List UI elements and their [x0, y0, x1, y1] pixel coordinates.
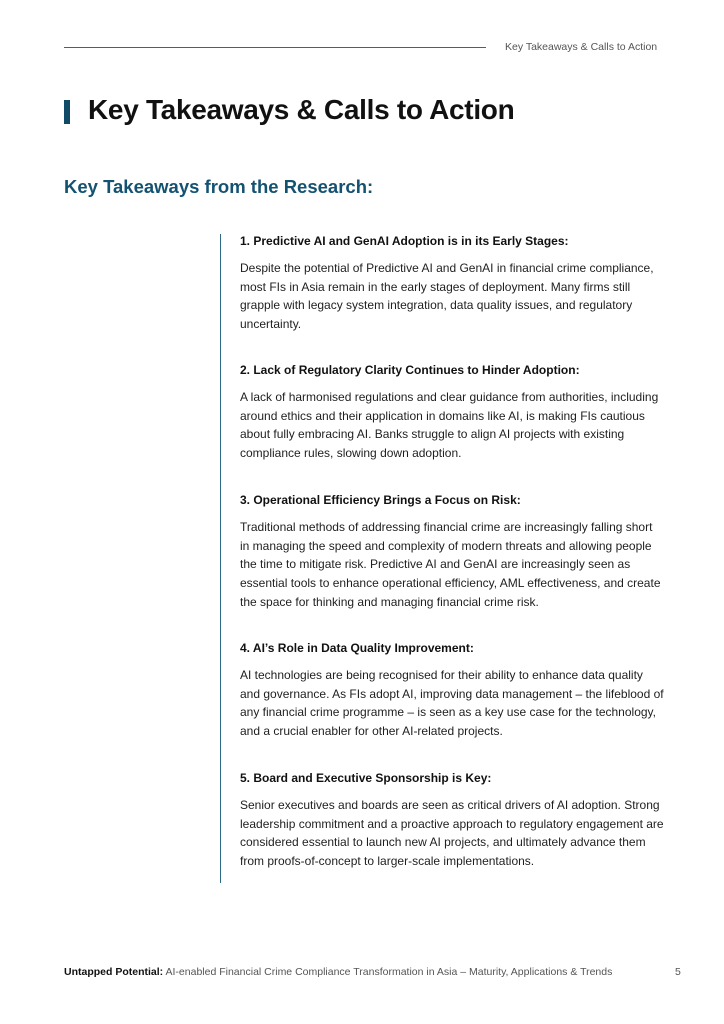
footer-subtitle: AI-enabled Financial Crime Compliance Transformation in Asia – Maturity, Applications & Trends [163, 966, 613, 978]
section-heading: Key Takeaways from the Research: [64, 176, 374, 197]
content-vertical-rule [220, 234, 221, 883]
takeaway-item-3 [240, 493, 665, 612]
running-header: Key Takeaways & Calls to Action [505, 41, 658, 53]
takeaway-title: 3. Operational Efficiency Brings a Focus on Risk: [240, 493, 521, 507]
takeaway-item-5 [240, 771, 665, 871]
takeaway-body: Traditional methods of addressing financial crime are increasingly falling short in managing the speed and complexity of modern threats and allowing people the time to mitigate risk. Predictive AI and GenAI are increasingly seen as essential tools to enhance operational efficiency, AML effectiveness, and create the space for thinking and managing financial crime risk. [240, 520, 661, 609]
footer [64, 966, 612, 978]
takeaway-body: AI technologies are being recognised for their ability to enhance data quality and governance. As FIs adopt AI, improving data management – the lifeblood of any financial crime programme – is seen as a key use case for the technology, and a crucial enabler for other AI-related projects. [240, 668, 664, 739]
page-title: Key Takeaways & Calls to Action [88, 94, 515, 125]
page-number: 5 [675, 966, 681, 978]
takeaway-title: 4. AI’s Role in Data Quality Improvement: [240, 641, 474, 655]
takeaway-title: 2. Lack of Regulatory Clarity Continues to Hinder Adoption: [240, 363, 580, 377]
takeaway-item-4 [240, 641, 665, 741]
header-rule [64, 47, 486, 48]
takeaway-body: Despite the potential of Predictive AI and GenAI in financial crime compliance, most FIs in Asia remain in the early stages of deployment. Many firms still grapple with legacy system integration, data quality issues, and regulatory uncertainty. [240, 261, 654, 332]
takeaway-title: 5. Board and Executive Sponsorship is Key: [240, 771, 492, 785]
takeaway-item-2 [240, 363, 665, 463]
takeaway-title: 1. Predictive AI and GenAI Adoption is in its Early Stages: [240, 234, 569, 248]
footer-publication-title: Untapped Potential: [64, 966, 164, 978]
takeaway-body: Senior executives and boards are seen as critical drivers of AI adoption. Strong leadership commitment and a proactive approach to regulatory engagement are considered essential to launch new AI projects, and ultimately advance them from proofs-of-concept to larger-scale implementations. [240, 798, 664, 869]
takeaway-body: A lack of harmonised regulations and clear guidance from authorities, including around ethics and their application in domains like AI, is making FIs cautious about fully embracing AI. Banks struggle to align AI projects with existing compliance rules, slowing down adoption. [240, 390, 659, 461]
title-accent-bar [64, 100, 70, 124]
takeaway-item-1 [240, 234, 665, 334]
